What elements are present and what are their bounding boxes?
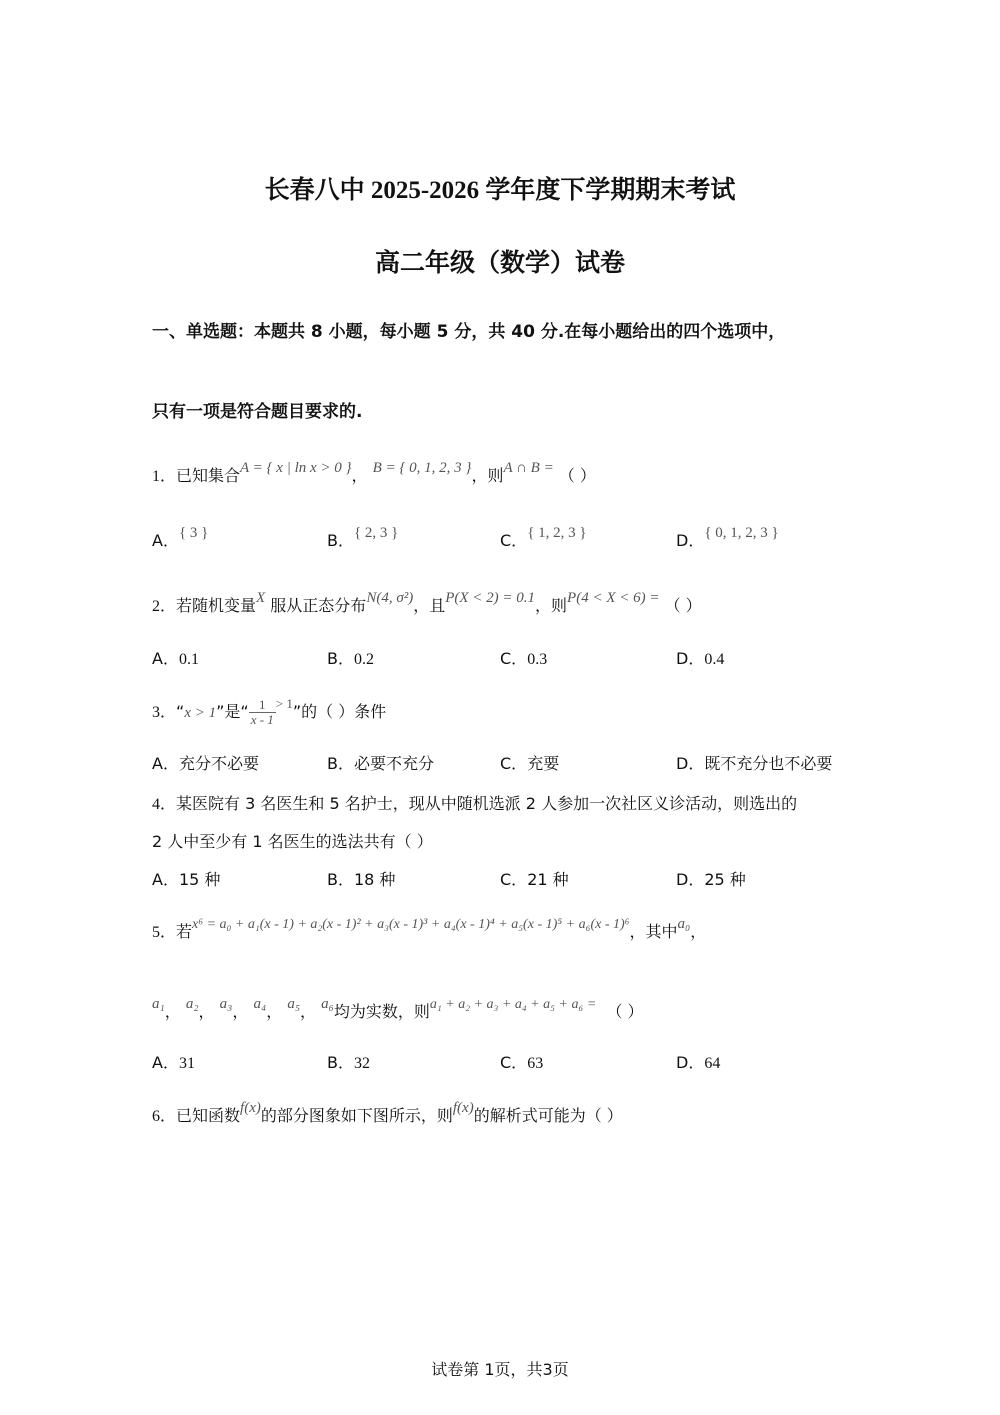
exam-subtitle: 高二年级（数学）试卷 <box>374 248 625 277</box>
fraction <box>249 698 276 727</box>
option-label: D． <box>676 754 705 773</box>
question-text: 若 <box>176 922 193 941</box>
math-variable: a₂ <box>185 996 199 1012</box>
question-text: ，且 <box>413 596 446 615</box>
option-b <box>327 1050 370 1073</box>
section-heading-line2: 只有一项是符合题目要求的. <box>152 402 363 422</box>
option-label: C． <box>500 870 528 889</box>
question-text: 若随机变量 <box>176 596 257 615</box>
separator: ， <box>300 1002 317 1021</box>
question-text: 的部分图象如下图所示，则 <box>260 1106 453 1125</box>
question-text: ，其中 <box>629 922 678 941</box>
answer-bracket: （ ） <box>664 596 702 615</box>
question-number: 4． <box>152 796 177 813</box>
separator: ， <box>266 1002 283 1021</box>
math-expression: x⁶ = a₀ + a₁(x - 1) + a₂(x - 1)² + a₃(x - 1)³ + a₄(x - 1)⁴ + a₅(x - 1)⁵ + a₆(x - 1)⁶ <box>192 917 630 932</box>
option-c <box>500 525 587 551</box>
separator: ， <box>232 1002 249 1021</box>
math-expression: f(x) <box>452 1100 474 1116</box>
option-value: { 2, 3 } <box>353 525 399 541</box>
question-5 <box>152 916 707 942</box>
answer-bracket: （ ） <box>606 1002 644 1021</box>
math-variable: a₅ <box>287 996 301 1012</box>
math-expression: A ∩ B = <box>503 460 554 476</box>
question-4 <box>152 791 797 814</box>
option-label: B． <box>327 531 354 550</box>
separator: ， <box>198 1002 215 1021</box>
option-label: D． <box>676 870 705 889</box>
option-value: 18 种 <box>353 870 396 889</box>
math-expression: P(X < 2) = 0.1 <box>445 590 536 606</box>
math-expression: a₀ <box>677 916 691 932</box>
math-expression: a₁ + a₂ + a₃ + a₄ + a₅ + a₆ = <box>429 997 597 1012</box>
question-number: 1． <box>152 468 177 485</box>
question-text: “ <box>176 702 185 721</box>
question-text: 某医院有 3 名医生和 5 名护士，现从中随机选派 2 人参加一次社区义诊活动，则选出的 <box>176 794 798 813</box>
math-expression: X <box>256 590 266 606</box>
option-value: 25 种 <box>704 870 746 889</box>
option-value: 既不充分也不必要 <box>704 754 833 773</box>
question-text: 服从正态分布 <box>270 596 367 615</box>
option-d <box>676 867 746 890</box>
option-value: 64 <box>704 1055 721 1072</box>
option-label: C． <box>500 754 528 773</box>
option-label: A． <box>152 649 179 668</box>
option-value: 21 种 <box>527 870 569 889</box>
option-value: { 0, 1, 2, 3 } <box>704 525 779 541</box>
option-value: 31 <box>178 1055 195 1072</box>
question-6 <box>152 1100 623 1126</box>
option-label: A． <box>152 754 179 773</box>
option-label: D． <box>676 1053 705 1072</box>
math-expression: x > 1 <box>184 705 217 721</box>
question-4-line2: 2 人中至少有 1 名医生的选法共有（ ） <box>152 832 433 851</box>
math-variable: a₆ <box>321 996 334 1012</box>
option-b <box>327 867 395 890</box>
option-d <box>676 751 832 774</box>
option-value: { 3 } <box>178 525 209 541</box>
question-1 <box>152 460 596 486</box>
question-text: ”的（ ）条件 <box>292 702 387 721</box>
option-label: C． <box>500 649 528 668</box>
option-a <box>152 525 209 551</box>
option-value: 必要不充分 <box>353 754 434 773</box>
option-label: B． <box>327 1053 354 1072</box>
option-c <box>500 751 559 774</box>
option-b <box>327 646 374 669</box>
section-heading-line1: 一、单选题：本题共 8 小题，每小题 5 分，共 40 分.在每小题给出的四个选项中， <box>152 322 786 342</box>
math-expression: P(4 < X < 6) = <box>567 590 660 606</box>
option-label: D． <box>676 531 705 550</box>
option-label: B． <box>327 649 354 668</box>
option-a <box>152 646 199 669</box>
option-value: 0.1 <box>178 651 199 668</box>
option-value: 充要 <box>527 754 560 773</box>
option-value: 0.4 <box>704 651 725 668</box>
option-b <box>327 751 434 774</box>
option-value: 32 <box>353 1055 370 1072</box>
math-expression: A = { x | ln x > 0 } <box>240 460 352 476</box>
option-label: B． <box>327 754 354 773</box>
question-text: ”是“ <box>216 702 249 721</box>
option-label: A． <box>152 1053 179 1072</box>
question-text: 的解析式可能为（ ） <box>473 1106 623 1125</box>
option-d <box>676 1050 720 1073</box>
math-expression: B = { 0, 1, 2, 3 } <box>372 460 472 476</box>
option-value: { 1, 2, 3 } <box>527 525 587 541</box>
option-d <box>676 525 779 551</box>
math-variable: a₄ <box>253 996 267 1012</box>
fraction-denominator: x - 1 <box>250 712 274 727</box>
question-number: 6． <box>152 1108 177 1125</box>
question-text: 均为实数，则 <box>333 1002 430 1021</box>
question-text: 已知函数 <box>176 1106 241 1125</box>
question-3 <box>152 698 386 727</box>
math-expression: f(x) <box>240 1100 261 1116</box>
option-label: C． <box>500 1053 528 1072</box>
option-a <box>152 867 220 890</box>
option-c <box>500 646 547 669</box>
fraction-numerator: 1 <box>258 697 266 712</box>
math-expression: > 1 <box>275 696 293 711</box>
math-variable: a₃ <box>219 996 233 1012</box>
option-label: D． <box>676 649 705 668</box>
option-d <box>676 646 724 669</box>
option-a <box>152 751 259 774</box>
option-a <box>152 1050 195 1073</box>
separator: ， <box>351 466 368 485</box>
question-2 <box>152 590 702 616</box>
option-label: B． <box>327 870 354 889</box>
question-text: 已知集合 <box>176 466 241 485</box>
option-label: C． <box>500 531 528 550</box>
question-number: 2． <box>152 598 177 615</box>
answer-bracket: （ ） <box>558 466 596 485</box>
question-text: ，则 <box>471 466 504 485</box>
question-number: 5． <box>152 924 177 941</box>
option-c <box>500 1050 543 1073</box>
question-text: ， <box>690 922 707 941</box>
question-5-line2 <box>152 996 644 1022</box>
math-variable: a₁ <box>152 996 165 1012</box>
option-label: A． <box>152 870 179 889</box>
option-value: 0.3 <box>527 651 548 668</box>
option-value: 充分不必要 <box>178 754 259 773</box>
question-number: 3． <box>152 704 177 721</box>
question-text: ，则 <box>535 596 568 615</box>
page-footer: 试卷第 1页，共3页 <box>431 1360 569 1379</box>
option-value: 15 种 <box>178 870 221 889</box>
option-b <box>327 525 399 551</box>
option-value: 63 <box>527 1055 544 1072</box>
exam-title: 长春八中 2025-2026 学年度下学期期末考试 <box>264 177 736 204</box>
option-label: A． <box>152 531 179 550</box>
math-expression: N(4, σ²) <box>366 590 414 606</box>
option-c <box>500 867 569 890</box>
option-value: 0.2 <box>353 651 374 668</box>
separator: ， <box>164 1002 181 1021</box>
